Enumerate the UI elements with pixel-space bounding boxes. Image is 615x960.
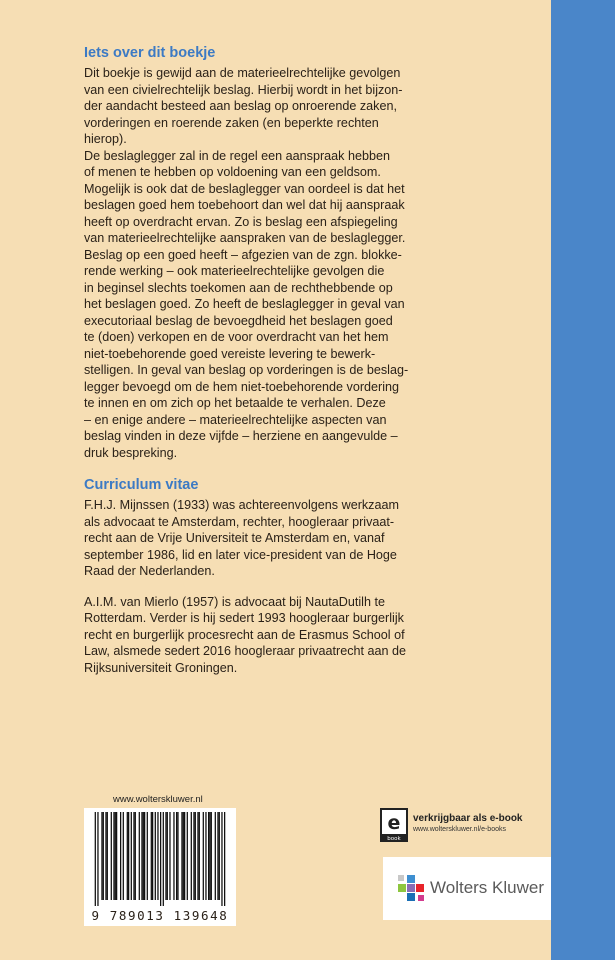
publisher-name: Wolters Kluwer <box>430 878 544 897</box>
section-heading-about: Iets over dit boekje <box>84 45 216 61</box>
about-line: van een civielrechtelijk beslag. Hierbij wordt in het bijzon- <box>84 82 403 97</box>
wolters-kluwer-logo-icon <box>398 875 424 901</box>
about-line: in beginsel slechts toekomen aan de rechthebbende op <box>84 280 393 295</box>
cv2-line: Rijksuniversiteit Groningen. <box>84 660 238 675</box>
about-line: niet-toebehorende goed vereiste levering te bewerk- <box>84 346 376 361</box>
barcode-bar <box>160 812 161 906</box>
barcode-bar <box>221 812 222 906</box>
barcode-bar <box>217 812 218 900</box>
ebook-url: www.wolterskluwer.nl/e-books <box>413 826 506 833</box>
cv2-line: A.I.M. van Mierlo (1957) is advocaat bij NautaDutilh te <box>84 594 385 609</box>
about-line: De beslaglegger zal in de regel een aanspraak hebben <box>84 148 390 163</box>
about-line: beslagen goed hem toebehoort dan wel dat hij aanspraak <box>84 198 405 212</box>
about-line: Dit boekje is gewijd aan de materieelrechtelijke gevolgen <box>84 66 401 80</box>
about-line: te (doen) verkopen en de voor overdracht van het hem <box>84 330 389 344</box>
barcode-bar <box>187 812 188 900</box>
about-line: executoriaal beslag de bevoegdheid het beslagen goed <box>84 313 393 328</box>
cv-paragraph-van-mierlo <box>84 594 410 677</box>
barcode-bar <box>173 812 174 900</box>
barcode-bar <box>199 812 200 900</box>
cover-spine-band <box>551 0 615 960</box>
barcode <box>84 808 236 926</box>
barcode-bar <box>123 812 124 900</box>
barcode-bar <box>165 812 166 900</box>
barcode-bar <box>191 812 192 900</box>
ebook-icon-label: book <box>387 836 401 842</box>
barcode-bar <box>169 812 170 900</box>
barcode-bar <box>195 812 196 900</box>
about-line: stelligen. In geval van beslag op vorderingen is de beslag- <box>84 363 409 377</box>
about-line: Beslag op een goed heeft – afgezien van de zgn. blokke- <box>84 247 402 262</box>
barcode-bar <box>128 812 129 900</box>
cv2-line: Rotterdam. Verder is hij sedert 1993 hoogleraar burgerlijk <box>84 611 404 625</box>
barcode-bar <box>219 812 220 900</box>
cv1-line: recht aan de Vrije Universiteit te Amsterdam en, vanaf <box>84 531 385 545</box>
about-line: druk bespreking. <box>84 445 178 460</box>
barcode-bar <box>97 812 98 906</box>
about-line: Mogelijk is ook dat de beslaglegger van oordeel is dat het <box>84 181 405 196</box>
barcode-bar <box>183 812 184 900</box>
publisher-website: www.wolterskluwer.nl <box>113 794 203 805</box>
barcode-bar <box>152 812 153 900</box>
barcode-bar <box>141 812 142 900</box>
barcode-bar <box>211 812 212 900</box>
barcode-bar <box>157 812 158 900</box>
ebook-notice <box>413 813 523 833</box>
about-line: – en enige andere – materieelrechtelijke aspecten van <box>84 412 387 427</box>
ebook-icon-letter: e <box>387 812 401 834</box>
barcode-bar <box>151 812 152 900</box>
barcode-bar <box>215 812 216 900</box>
about-line: het beslagen goed. Zo heeft de beslaglegger in geval van <box>84 297 405 311</box>
ebook-title: verkrijgbaar als e-book <box>413 813 523 824</box>
barcode-bar <box>155 812 156 900</box>
barcode-bar <box>95 812 96 906</box>
barcode-bars <box>92 812 228 906</box>
barcode-bar <box>193 812 194 900</box>
about-line: vorderingen en roerende zaken (en beperkte rechten <box>84 115 379 130</box>
barcode-bar <box>163 812 164 906</box>
cv1-line: Raad der Nederlanden. <box>84 564 215 578</box>
about-line: legger bevoegd om de hem niet-toebehorende vordering <box>84 379 400 394</box>
barcode-bar <box>208 812 209 900</box>
ebook-icon <box>380 808 408 842</box>
barcode-bar <box>177 812 178 900</box>
barcode-bar <box>107 812 108 900</box>
barcode-bar <box>167 812 168 900</box>
barcode-bar <box>224 812 225 906</box>
about-line: hierop). <box>84 132 127 146</box>
barcode-bar <box>184 812 185 900</box>
barcode-bar <box>115 812 116 900</box>
isbn-number: 9 789013 139648 <box>91 908 229 923</box>
about-line: van materieelrechtelijke aanspraken van de beslaglegger. <box>84 231 406 245</box>
cv2-line: Law, alsmede sedert 2016 hoogleraar privaatrecht aan de <box>84 644 407 658</box>
cv1-line: F.H.J. Mijnssen (1933) was achtereenvolgens werkzaam <box>84 498 399 512</box>
barcode-bar <box>203 812 204 900</box>
back-cover-text <box>84 45 410 676</box>
publisher-logo-box <box>383 857 551 920</box>
about-paragraph <box>84 65 410 461</box>
about-line: rende werking – ook materieelrechtelijke gevolgen die <box>84 264 385 278</box>
barcode-bar <box>143 812 144 900</box>
barcode-bar <box>133 812 134 900</box>
section-heading-cv: Curriculum vitae <box>84 477 199 493</box>
barcode-bar <box>181 812 182 900</box>
about-line: der aandacht besteed aan beslag op onroerende zaken, <box>84 99 397 113</box>
barcode-bar <box>113 812 114 900</box>
barcode-bar <box>197 812 198 900</box>
barcode-bar <box>116 812 117 900</box>
about-line: of menen te hebben op voldoening van een geldsom. <box>84 165 381 179</box>
barcode-bar <box>176 812 177 900</box>
barcode-bar <box>139 812 140 900</box>
barcode-bar <box>205 812 206 900</box>
barcode-bar <box>127 812 128 900</box>
about-line: heeft op overdracht ervan. Zo is beslag een afspiegeling <box>84 214 398 229</box>
barcode-bar <box>105 812 106 900</box>
barcode-bar <box>101 812 102 900</box>
barcode-bar <box>120 812 121 900</box>
about-line: te innen en om zich op het betaalde te verhalen. Deze <box>84 396 386 410</box>
cv-paragraph-mijnssen <box>84 497 410 580</box>
barcode-bar <box>111 812 112 900</box>
cv1-line: als advocaat te Amsterdam, rechter, hoogleraar privaat- <box>84 514 395 529</box>
barcode-bar <box>209 812 210 900</box>
barcode-bar <box>144 812 145 900</box>
cv1-line: september 1986, lid en later vice-president van de Hoge <box>84 547 397 562</box>
barcode-bar <box>103 812 104 900</box>
about-line: beslag vinden in deze vijfde – herziene en aangevulde – <box>84 429 398 443</box>
barcode-bar <box>131 812 132 900</box>
barcode-bar <box>147 812 148 900</box>
barcode-bar <box>135 812 136 900</box>
cv2-line: recht en burgerlijk procesrecht aan de Erasmus School of <box>84 627 405 642</box>
